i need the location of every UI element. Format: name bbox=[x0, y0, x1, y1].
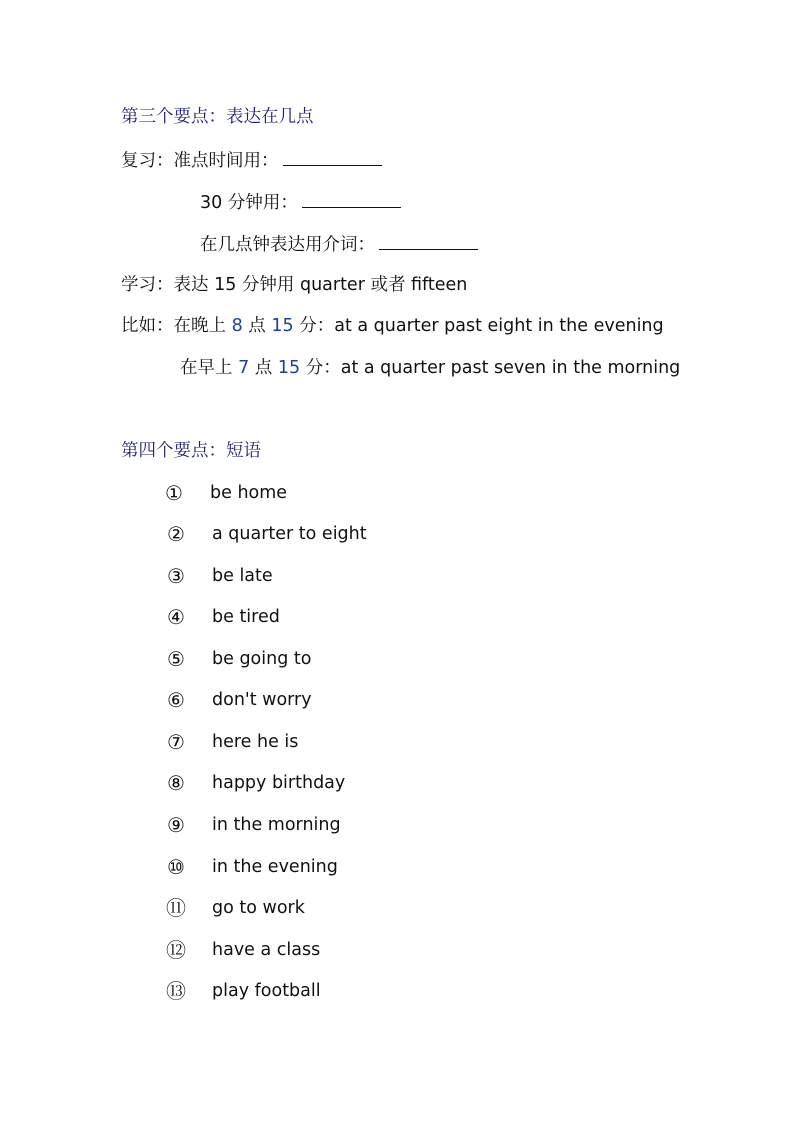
example-label: 比如： bbox=[121, 316, 174, 336]
example-2-minute: 15 bbox=[277, 358, 301, 378]
example-1-zh-a: 在晚上 bbox=[173, 316, 232, 336]
section4-title-main: 第四个要点 bbox=[121, 441, 209, 461]
phrase-number: ⑫ bbox=[166, 938, 186, 962]
review-label: 复习： bbox=[121, 151, 174, 171]
example-1-minute: 15 bbox=[271, 316, 294, 336]
review-line-1 bbox=[121, 147, 382, 173]
example-1-en: at a quarter past eight in the evening bbox=[334, 316, 664, 336]
phrase-text: be late bbox=[212, 566, 273, 586]
review-line-3 bbox=[200, 231, 478, 257]
phrase-text: be home bbox=[210, 483, 288, 503]
phrase-number: ⑦ bbox=[167, 730, 185, 754]
phrase-number: ⑬ bbox=[166, 979, 186, 1003]
phrase-number: ④ bbox=[167, 605, 185, 629]
phrase-number: ⑧ bbox=[167, 771, 185, 795]
section3-title bbox=[121, 105, 314, 129]
example-line-2 bbox=[180, 356, 680, 380]
phrase-number: ③ bbox=[167, 564, 185, 588]
example-2-hour: 7 bbox=[238, 358, 250, 378]
answer-blank-2 bbox=[302, 189, 401, 208]
section3-title-topic: 表达在几点 bbox=[226, 107, 314, 127]
phrase-text: happy birthday bbox=[212, 773, 346, 793]
phrase-text: play football bbox=[212, 981, 321, 1001]
answer-blank-3 bbox=[379, 231, 478, 250]
example-2-zh-a: 在早上 bbox=[180, 358, 239, 378]
phrase-text: here he is bbox=[212, 732, 299, 752]
phrase-text: don't worry bbox=[212, 690, 312, 710]
review-line-2 bbox=[200, 189, 401, 215]
section4-title-topic: 短语 bbox=[226, 441, 261, 461]
example-1-hour: 8 bbox=[231, 316, 243, 336]
phrase-number: ② bbox=[167, 522, 185, 546]
section4-title-colon: ： bbox=[208, 441, 226, 461]
phrase-text: be tired bbox=[212, 607, 280, 627]
learn-line bbox=[121, 273, 467, 297]
phrase-text: in the evening bbox=[212, 857, 338, 877]
phrase-text: a quarter to eight bbox=[212, 524, 367, 544]
example-line-1 bbox=[121, 314, 664, 338]
phrase-text: in the morning bbox=[212, 815, 341, 835]
phrase-number: ⑨ bbox=[167, 813, 185, 837]
phrase-number: ⑪ bbox=[166, 896, 186, 920]
example-1-zh-c: 分： bbox=[293, 316, 335, 336]
section4-title bbox=[121, 439, 261, 463]
learn-text: 表达 15 分钟用 quarter 或者 fifteen bbox=[173, 275, 468, 295]
example-2-en: at a quarter past seven in the morning bbox=[340, 358, 681, 378]
review-text-1: 准点时间用： bbox=[173, 151, 279, 171]
phrase-text: have a class bbox=[212, 940, 321, 960]
phrase-number: ⑤ bbox=[167, 647, 185, 671]
phrase-number: ① bbox=[165, 481, 183, 505]
learn-label: 学习： bbox=[121, 275, 174, 295]
example-2-zh-b: 点 bbox=[249, 358, 278, 378]
example-2-zh-c: 分： bbox=[300, 358, 341, 378]
phrase-text: be going to bbox=[212, 649, 312, 669]
phrase-number: ⑩ bbox=[167, 855, 185, 879]
phrase-number: ⑥ bbox=[167, 688, 185, 712]
review-text-3: 在几点钟表达用介词： bbox=[200, 235, 375, 255]
section3-title-colon: ： bbox=[208, 107, 226, 127]
example-1-zh-b: 点 bbox=[242, 316, 272, 336]
section3-title-main: 第三个要点 bbox=[121, 107, 209, 127]
review-text-2: 30 分钟用： bbox=[200, 193, 298, 213]
phrase-text: go to work bbox=[212, 898, 305, 918]
answer-blank-1 bbox=[283, 147, 382, 166]
